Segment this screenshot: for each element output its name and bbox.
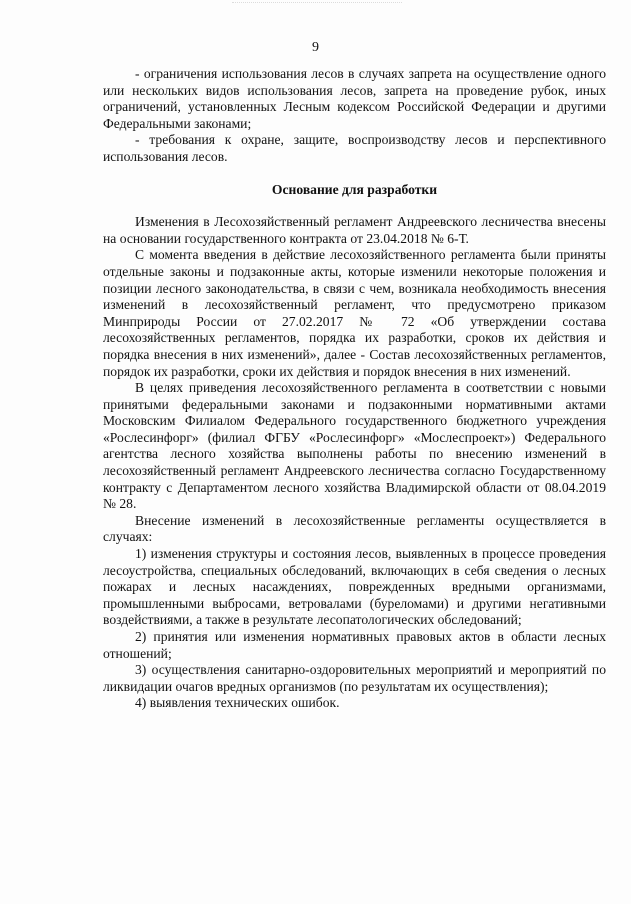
paragraph-contract-basis: Изменения в Лесохозяйственный регламент Андреевского лесничества внесены на основании государственного контракта от 23.04.2018 № 6-Т. bbox=[103, 214, 606, 246]
case-item-3: 3) осуществления санитарно-оздоровительных мероприятий и мероприятий по ликвидации очагов вредных организмов (по результатам их осуществления); bbox=[103, 662, 606, 694]
document-body bbox=[103, 66, 606, 712]
list-item-protection-requirements: - требования к охране, защите, воспроизводству лесов и перспективного использования лесов. bbox=[103, 132, 606, 164]
section-heading: Основание для разработки bbox=[271, 181, 438, 197]
page-number: 9 bbox=[312, 40, 319, 55]
paragraph-work-performed: В целях приведения лесохозяйственного регламента в соответствии с новыми принятыми федеральными законами и подзаконными нормативными актами Московским Филиалом Федерального государственного бюджетного учреждения «Рослесинфорг» (филиал ФГБУ «Рослесинфорг» «Мослеспроект») Федерального агентства лесного хозяйства выполнены работы по внесению изменений в лесохозяйственный регламент Андреевского лесничества согласно Государственному контракту с Департаментом лесного хозяйства Владимирской области от 08.04.2019 № 28. bbox=[103, 380, 606, 512]
case-item-2: 2) принятия или изменения нормативных правовых актов в области лесных отношений; bbox=[103, 629, 606, 661]
scan-artifact bbox=[232, 2, 402, 7]
case-item-1: 1) изменения структуры и состояния лесов, выявленных в процессе проведения лесоустройства, специальных обследований, включающих в себя сведения о лесных пожарах и лесных насаждениях, поврежденных вредными организмами, промышленными выбросами, ветровалами (буреломами) и другими негативными воздействиями, а также в результате лесопатологических обследований; bbox=[103, 546, 606, 628]
paragraph-cases-intro: Внесение изменений в лесохозяйственные регламенты осуществляется в случаях: bbox=[103, 512, 606, 545]
paragraph-legislation-changes: С момента введения в действие лесохозяйственного регламента были приняты отдельные законы и подзаконные акты, которые изменили некоторые положения и позиции лесного законодательства, в связи с чем, возникала необходимость внесения изменений в лесохозяйственный регламент, что предусмотрено приказом Минприроды России от 27.02.2017 № 72 «Об утверждении состава лесохозяйственных регламентов, порядка их разработки, сроков их действия и порядка внесения в них изменений», далее - Состав лесохозяйственных регламентов, порядок их разработки, сроки их действия и порядок внесения в них изменений. bbox=[103, 247, 606, 379]
case-item-4: 4) выявления технических ошибок. bbox=[135, 695, 340, 711]
list-item-restrictions: - ограничения использования лесов в случаях запрета на осуществление одного или нескольких видов использования лесов, запрета на проведение рубок, иных ограничений, установленных Лесным кодексом Российской Федерации и другими Федеральными законами; bbox=[103, 66, 606, 131]
